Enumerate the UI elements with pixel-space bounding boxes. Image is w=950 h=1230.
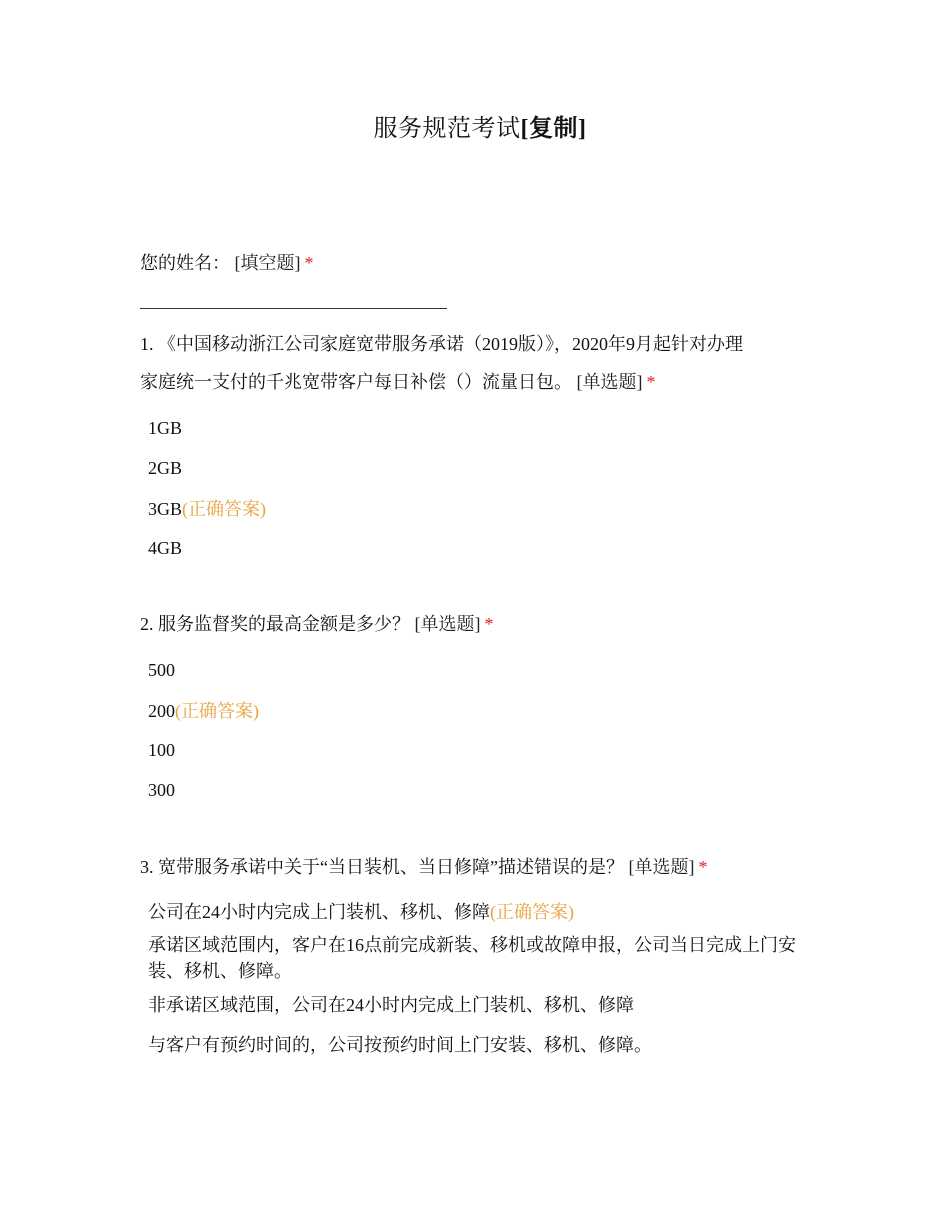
option-label: 200 [148, 701, 175, 721]
option-label: 4GB [148, 538, 183, 558]
option-q1-1[interactable] [148, 415, 808, 441]
option-q1-4[interactable] [148, 535, 808, 561]
option-label: 公司在24小时内完成上门装机、移机、修障 [148, 902, 490, 922]
question-2 [140, 605, 820, 643]
option-q1-3[interactable] [148, 496, 808, 522]
option-q2-2[interactable] [148, 698, 808, 724]
option-label: 2GB [148, 458, 183, 478]
question-1-line-2 [140, 363, 820, 401]
title-text: 服务规范考试 [373, 116, 521, 142]
option-q2-1[interactable] [148, 657, 808, 683]
question-type: [填空题] [234, 253, 301, 273]
question-type: [单选题] [576, 372, 643, 392]
option-q2-3[interactable] [148, 737, 808, 763]
option-q2-4[interactable] [148, 777, 808, 803]
required-mark: * [484, 614, 494, 634]
option-q3-3[interactable] [148, 992, 808, 1018]
option-label: 1GB [148, 418, 183, 438]
question-1-text: 家庭统一支付的千兆宽带客户每日补偿（）流量日包。 [140, 372, 572, 392]
required-mark: * [304, 253, 314, 273]
option-q3-1[interactable] [148, 899, 808, 925]
option-q3-2[interactable] [148, 932, 798, 984]
required-mark: * [698, 857, 708, 877]
question-2-text: 2. 服务监督奖的最高金额是多少？ [140, 614, 410, 634]
page-title [0, 108, 950, 143]
option-label: 3GB [148, 499, 183, 519]
name-question [140, 244, 820, 282]
option-label: 100 [148, 740, 175, 760]
name-label: 您的姓名： [140, 253, 230, 273]
title-suffix: [复制] [520, 116, 587, 142]
option-label: 非承诺区域范围，公司在24小时内完成上门装机、移机、修障 [148, 995, 634, 1015]
option-q1-2[interactable] [148, 455, 808, 481]
question-3-text: 3. 宽带服务承诺中关于“当日装机、当日修障”描述错误的是？ [140, 857, 624, 877]
option-label: 300 [148, 780, 175, 800]
option-label: 承诺区域范围内，客户在16点前完成新装、移机或故障申报，公司当日完成上门安装、移机、修障。 [148, 935, 796, 981]
question-1-line-1: 1. 《中国移动浙江公司家庭宽带服务承诺（2019版）》，2020年9月起针对办理 [140, 334, 743, 354]
question-3 [140, 848, 820, 886]
option-q3-4[interactable] [148, 1032, 808, 1058]
correct-answer-tag: (正确答案) [175, 701, 259, 721]
question-type: [单选题] [628, 857, 695, 877]
required-mark: * [646, 372, 656, 392]
name-input-line[interactable] [140, 308, 447, 309]
correct-answer-tag: (正确答案) [182, 499, 267, 519]
option-label: 与客户有预约时间的，公司按预约时间上门安装、移机、修障。 [148, 1035, 652, 1055]
option-label: 500 [148, 660, 175, 680]
question-type: [单选题] [414, 614, 481, 634]
question-1 [140, 325, 820, 401]
correct-answer-tag: (正确答案) [490, 902, 574, 922]
